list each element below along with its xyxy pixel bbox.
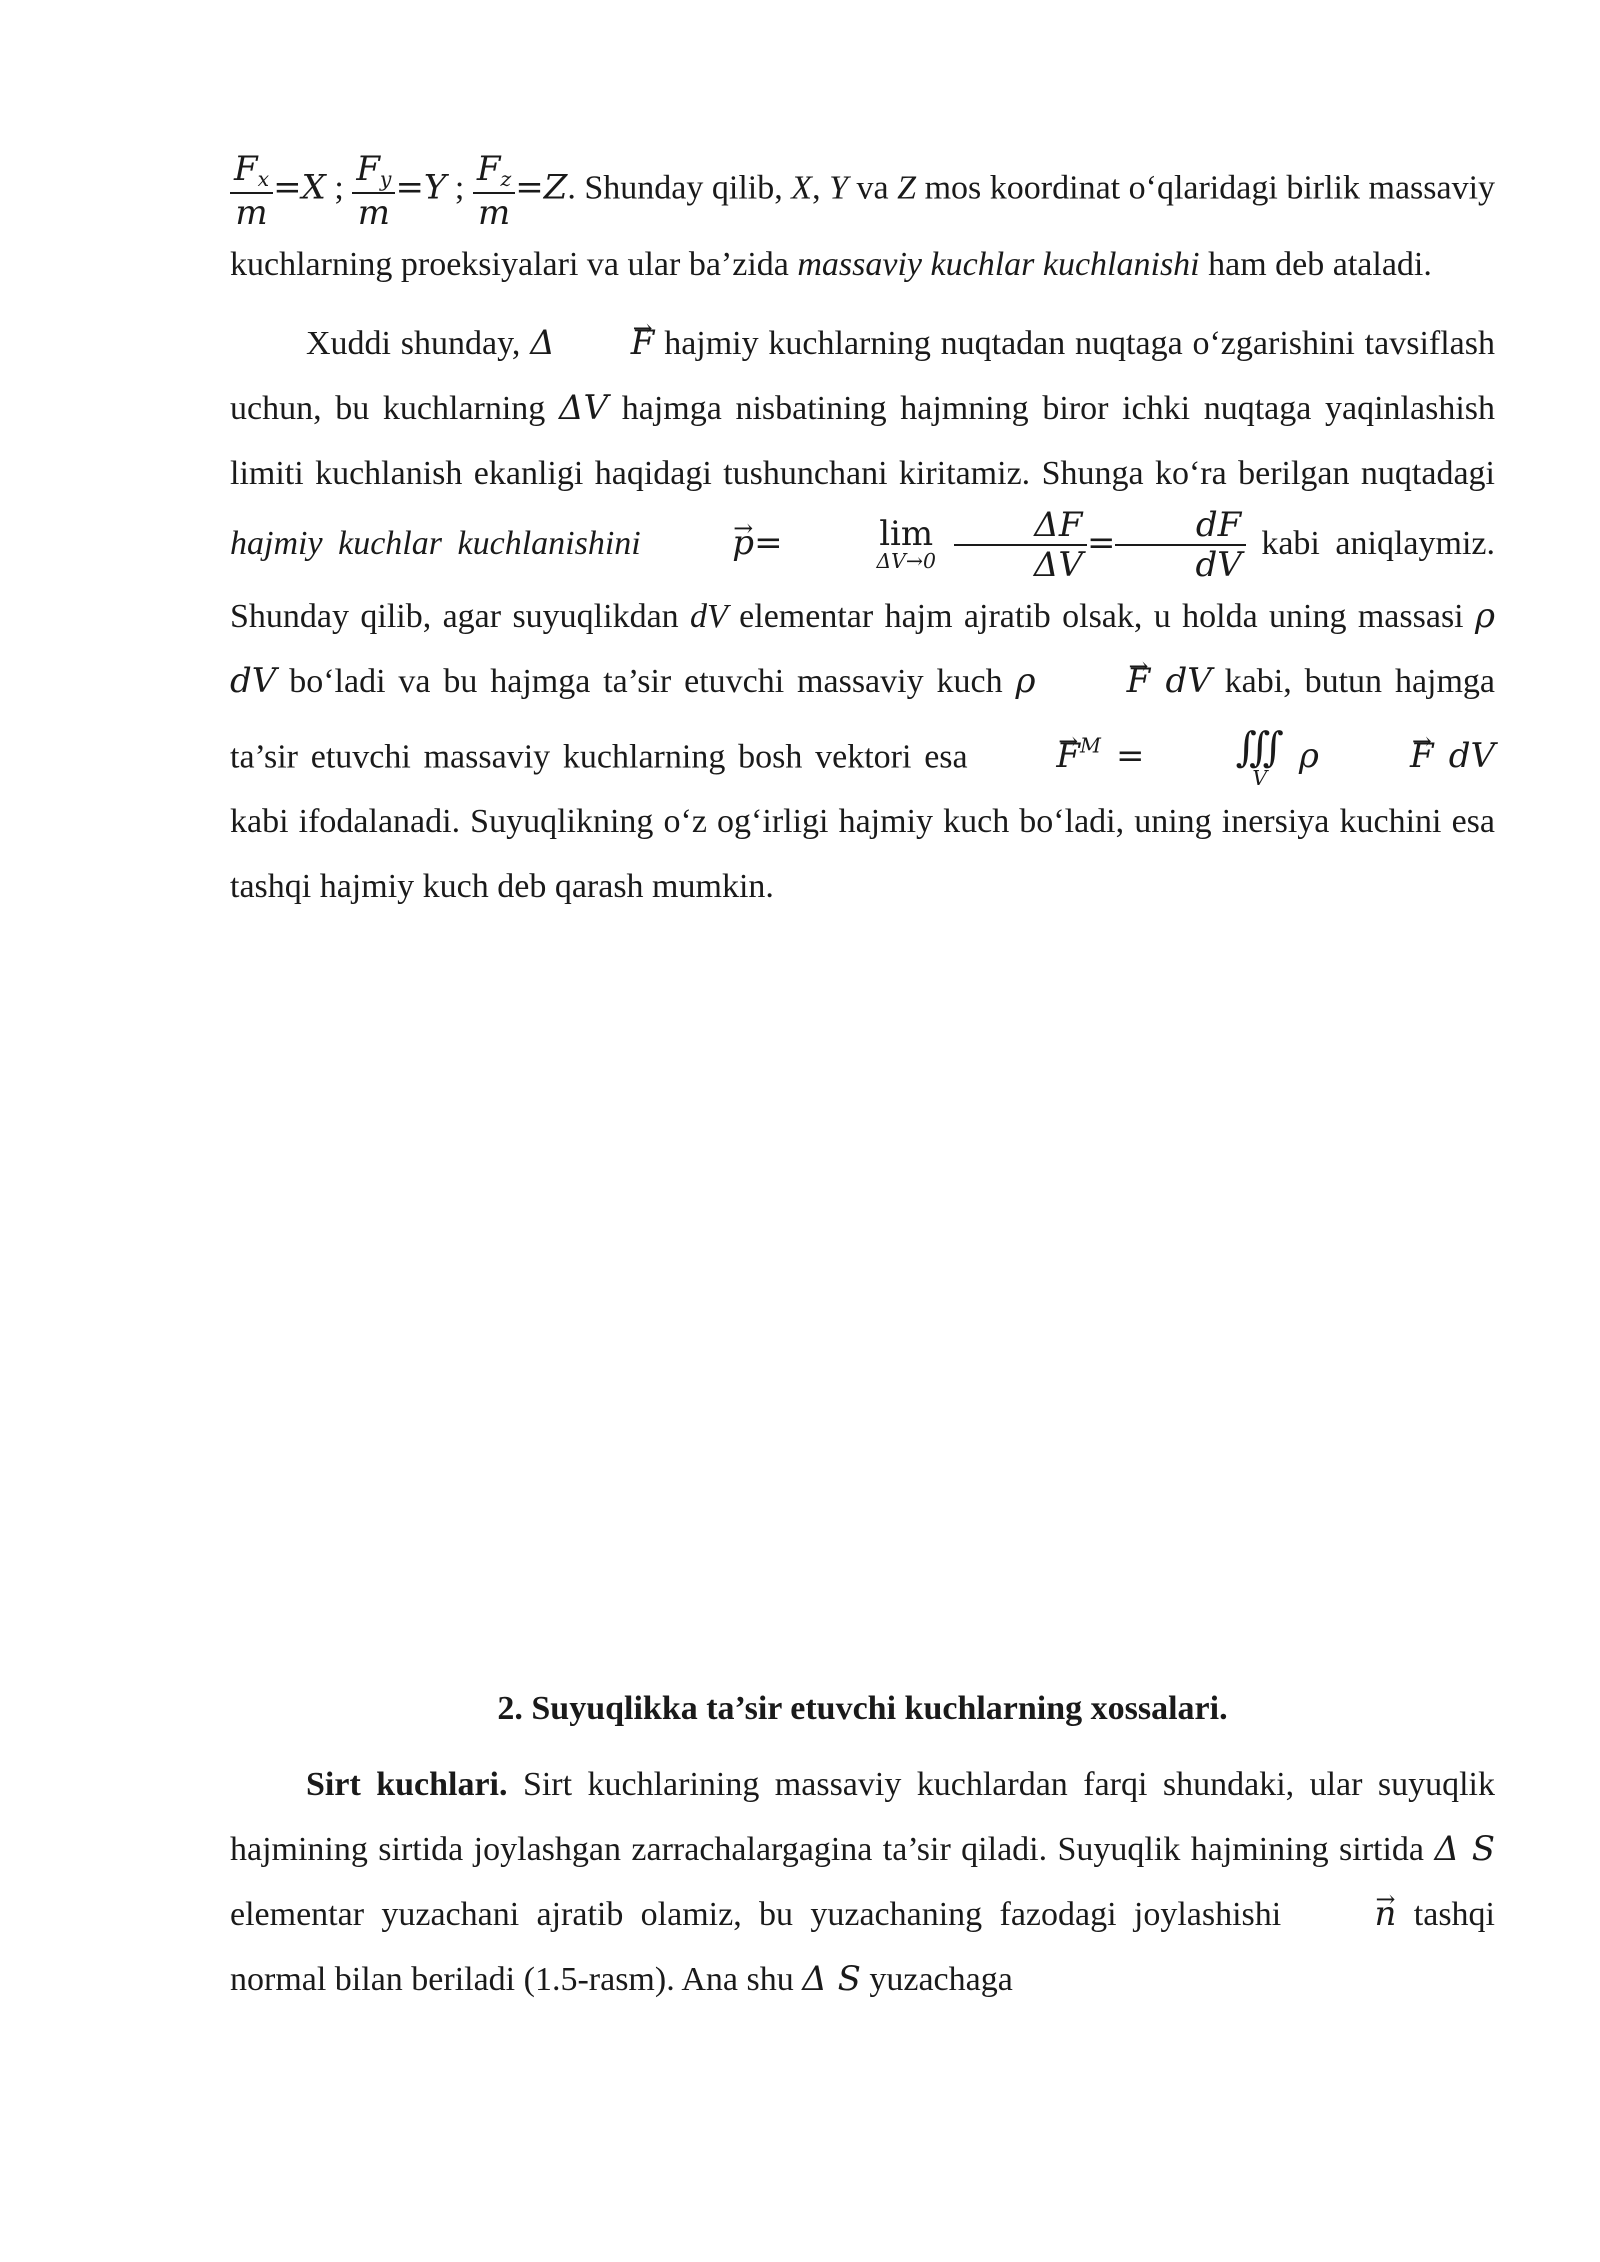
eq-x: =X xyxy=(273,167,326,208)
eq-y: =Y xyxy=(395,167,447,208)
separator: ; xyxy=(334,169,344,207)
math-delta-f: Δ→ F xyxy=(530,323,654,363)
formula-intensity: → p= lim ΔV→0 $\frac{\Delta F}{\Delta V}$ = $\frac{dF}{dV}$ xyxy=(656,523,1245,563)
math-rho-f-dv: ρ → F dV xyxy=(1015,661,1211,701)
limit-operator: lim ΔV→0 xyxy=(876,514,936,574)
fraction-fx-over-m: $\frac{F_x}{m}$ xyxy=(230,150,273,232)
separator: ; xyxy=(454,169,465,207)
section-heading: 2. Suyuqlikka ta’sir etuvchi kuchlarning xossalari. xyxy=(497,1690,1228,1727)
math-delta-s: Δ S xyxy=(802,1959,861,1999)
math-delta-s: Δ S xyxy=(1434,1829,1496,1869)
fraction-df-dv: $\frac{dF}{dV}$ xyxy=(1115,506,1245,584)
paragraph-block-1 xyxy=(230,150,1495,919)
paragraph-volume-force-intensity: Xuddi shunday, Δ→ F hajmiy kuchlarning nuqtadan nuqtaga o‘zgarishini tavsiflash uchun, bu kuchlarning ΔV hajmga nisbatining hajmning biror ichki nuqtaga yaqinlashish limiti kuchlanish ekanligi haqidagi tushunchani kiritamiz. Shunga ko‘ra berilgan nuqtadagi hajmiy kuchlar kuchlanishini → p= lim ΔV→0 $\frac{\Delta F}{\Delta V}$ = $\frac{dF}{dV}$ kabi aniqlaymiz. Shunday qilib, agar suyuqlikdan dV elementar hajm ajratib olsak, u holda uning massasi ρ dV bo‘ladi va bu hajmga ta’sir etuvchi massaviy kuch ρ → F dV kabi, butun hajmga ta’sir etuvchi massaviy kuchlarning bosh vektori esa → $F^M$ = ∭ V ρ → F dV kabi ifodalanadi. Suyuqlikning o‘z og‘irligi hajmiy kuch bo‘ladi, uning inersiya kuchini esa tashqi hajmiy kuch deb qarash mumkin. xyxy=(230,311,1495,919)
eq-z: =Z xyxy=(515,167,568,208)
paragraph-block-2 xyxy=(230,1752,1495,2012)
math-rho-dv: ρ dV xyxy=(230,595,1495,701)
paragraph-surface-forces: Sirt kuchlari. Sirt kuchlarining massaviy kuchlardan farqi shundaki, ular suyuqlik hajmining sirtida joylashgan zarrachalargagina ta’sir qiladi. Suyuqlik hajmining sirtida Δ S elementar yuzachani ajratib olamiz, bu yuzachaning fazodagi joylashishi → n tashqi normal bilan beriladi (1.5-rasm). Ana shu Δ S yuzachaga xyxy=(230,1752,1495,2012)
fraction-fz-over-m: $\frac{F_z}{m}$ xyxy=(473,150,515,232)
paragraph-mass-force-projections: $\frac{F_x}{m}$ =X ; $\frac{F_y}{m}$ =Y ; $\frac{F_z}{m}$ =Z. Shunday qilib, X, Y va Z mos koordinat o‘qlaridagi birlik massaviy kuchlarning proeksiyalari va ular ba’zida massaviy kuchlar kuchlanishi ham deb ataladi. xyxy=(230,149,1496,283)
math-normal-n: → n xyxy=(1299,1882,1397,1947)
math-delta-v: ΔV xyxy=(558,387,609,428)
triple-integral: ∭ V xyxy=(1235,723,1284,790)
fraction-fy-over-m: $\frac{F_y}{m}$ xyxy=(352,150,395,232)
formula-principal-vector: → $F^M$ = ∭ V ρ → F dV xyxy=(980,736,1495,776)
fraction-deltaf-deltav: $\frac{\Delta F}{\Delta V}$ xyxy=(954,506,1087,584)
